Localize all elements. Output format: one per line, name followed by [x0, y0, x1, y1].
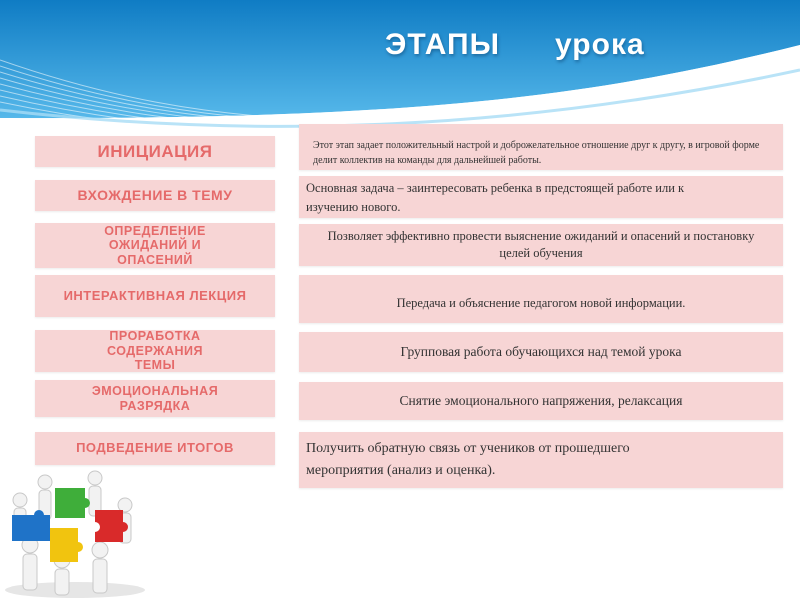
stage-label-interactive-lecture: ИНТЕРАКТИВНАЯ ЛЕКЦИЯ — [35, 275, 275, 317]
stage-desc-entering-topic: Основная задача – заинтересовать ребенка в предстоящей работе или к изучению нового. — [299, 176, 783, 218]
stage-label-content-work: ПРОРАБОТКА СОДЕРЖАНИЯ ТЕМЫ — [35, 330, 275, 372]
title-part-2: урока — [555, 28, 645, 61]
stage-desc-content-work: Групповая работа обучающихся над темой урока — [299, 332, 783, 372]
stage-desc-expectations: Позволяет эффективно провести выяснение ожиданий и опасений и постановку целей обучения — [299, 224, 783, 266]
stage-label-emotional-release: ЭМОЦИОНАЛЬНАЯ РАЗРЯДКА — [35, 380, 275, 417]
stage-label-summary: ПОДВЕДЕНИЕ ИТОГОВ — [35, 432, 275, 465]
stage-desc-initiation: Этот этап задает положительный настрой и доброжелательное отношение друг к другу, в игровой форме делит коллектив на команды для дальнейшей работы. — [299, 124, 783, 170]
stage-label-expectations: ОПРЕДЕЛЕНИЕ ОЖИДАНИЙ И ОПАСЕНИЙ — [35, 223, 275, 268]
puzzle-people-icon — [0, 470, 170, 600]
title-part-1: ЭТАПЫ — [385, 28, 500, 61]
stage-label-entering-topic: ВХОЖДЕНИЕ В ТЕМУ — [35, 180, 275, 211]
stage-desc-emotional-release: Снятие эмоционального напряжения, релаксация — [299, 382, 783, 420]
stage-label-initiation: ИНИЦИАЦИЯ — [35, 136, 275, 167]
stage-desc-summary: Получить обратную связь от учеников от прошедшего мероприятия (анализ и оценка). — [299, 432, 783, 488]
stage-desc-interactive-lecture: Передача и объяснение педагогом новой информации. — [299, 275, 783, 323]
